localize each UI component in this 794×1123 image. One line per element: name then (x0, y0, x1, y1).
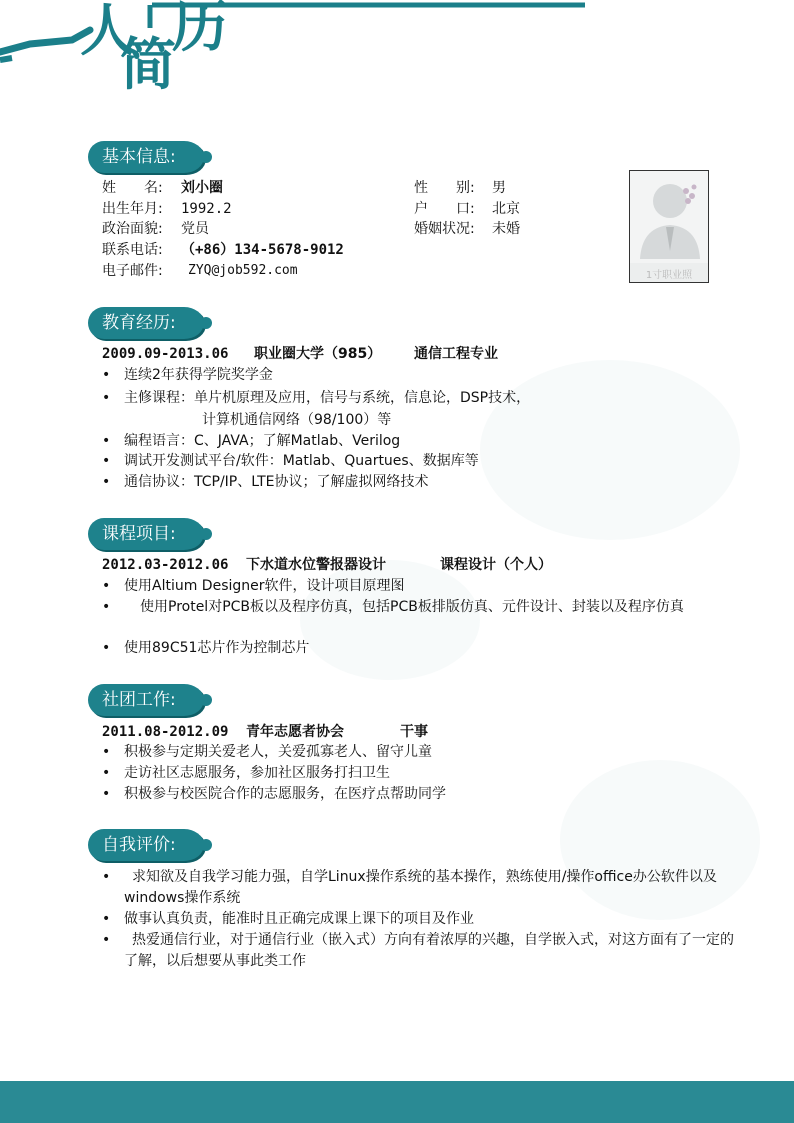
club-org: 青年志愿者协会 (246, 724, 344, 740)
bullet: • (102, 786, 111, 802)
phone-label: 联系电话: (102, 242, 163, 258)
club-item: 积极参与定期关爱老人，关爱孤寡老人、留守儿童 (124, 744, 432, 760)
section-tag-self-eval: 自我评价: (88, 829, 204, 861)
birth-value: 1992.2 (181, 201, 232, 217)
footer-bar (0, 1081, 794, 1123)
education-item: 计算机通信网络（98/100）等 (202, 412, 392, 428)
education-period: 2009.09-2013.06 (102, 346, 229, 362)
bullet: • (102, 474, 111, 490)
section-tag-education: 教育经历: (88, 307, 204, 339)
club-period: 2011.08-2012.09 (102, 724, 229, 740)
education-item: 通信协议：TCP/IP、LTE协议；了解虚拟网络技术 (124, 474, 429, 490)
project-item: 使用Altium Designer软件，设计项目原理图 (124, 578, 405, 594)
bullet: • (102, 578, 111, 594)
gender-label: 性 别: (414, 180, 475, 196)
phone-value: （+86）134-5678-9012 (181, 242, 344, 258)
title-char-jian: 简 (120, 33, 176, 98)
club-item: 积极参与校医院合作的志愿服务，在医疗点帮助同学 (124, 786, 446, 802)
club-item: 走访社区志愿服务，参加社区服务打扫卫生 (124, 765, 390, 781)
background-blob (480, 360, 740, 540)
self-eval-item: 热爱通信行业，对于通信行业（嵌入式）方向有着浓厚的兴趣，自学嵌入式，对这方面有了一定的了解，以后想要从事此类工作 (124, 932, 734, 969)
project-name: 下水道水位警报器设计 (246, 557, 386, 573)
bullet: • (102, 869, 111, 885)
bullet: • (102, 744, 111, 760)
politics-value: 党员 (181, 221, 209, 237)
project-type: 课程设计（个人） (440, 557, 552, 573)
hukou-label: 户 口: (414, 201, 475, 217)
email-label: 电子邮件: (102, 263, 163, 279)
bullet: • (102, 599, 111, 615)
club-role: 干事 (400, 724, 428, 740)
bullet: • (102, 390, 111, 406)
education-item: 调试开发测试平台/软件：Matlab、Quartues、数据库等 (124, 453, 479, 469)
section-tag-club: 社团工作: (88, 684, 204, 716)
education-item: 主修课程：单片机原理及应用，信号与系统，信息论，DSP技术， (124, 390, 531, 406)
marital-value: 未婚 (492, 221, 520, 237)
title-char-li: 历 (172, 0, 228, 60)
title-char-ren: 人 (80, 0, 136, 64)
hukou-value: 北京 (492, 201, 520, 217)
education-major: 通信工程专业 (414, 346, 498, 362)
project-item: 使用Protel对PCB板以及程序仿真，包括PCB板排版仿真、元件设计、封装以及程序仿真 (140, 599, 684, 615)
bullet: • (102, 765, 111, 781)
marital-label: 婚姻状况: (414, 221, 475, 237)
name-label: 姓 名: (102, 180, 163, 196)
bullet: • (102, 640, 111, 656)
profile-photo (629, 170, 709, 283)
self-eval-item: 做事认真负责，能准时且正确完成课上课下的项目及作业 (124, 911, 474, 927)
section-tag-projects: 课程项目: (88, 518, 204, 550)
birth-label: 出生年月: (102, 201, 163, 217)
bullet: • (102, 367, 111, 383)
photo-caption: 1寸职业照 (645, 270, 693, 281)
bullet: • (102, 433, 111, 449)
education-item: 编程语言：C、JAVA；了解Matlab、Verilog (124, 433, 401, 449)
education-school: 职业圈大学（985） (254, 346, 382, 362)
politics-label: 政治面貌: (102, 221, 163, 237)
project-item: 使用89C51芯片作为控制芯片 (124, 640, 310, 656)
bullet: • (102, 453, 111, 469)
gender-value: 男 (492, 180, 506, 196)
bullet: • (102, 911, 111, 927)
email-value: ZYQ@job592.com (188, 263, 298, 278)
bullet: • (102, 932, 111, 948)
name-value: 刘小圈 (181, 180, 223, 196)
section-tag-basic-info: 基本信息: (88, 141, 204, 173)
self-eval-item: 求知欲及自我学习能力强，自学Linux操作系统的基本操作，熟练使用/操作office办公软件以及windows操作系统 (124, 869, 717, 906)
project-period: 2012.03-2012.06 (102, 557, 229, 573)
education-item: 连续2年获得学院奖学金 (124, 367, 273, 383)
